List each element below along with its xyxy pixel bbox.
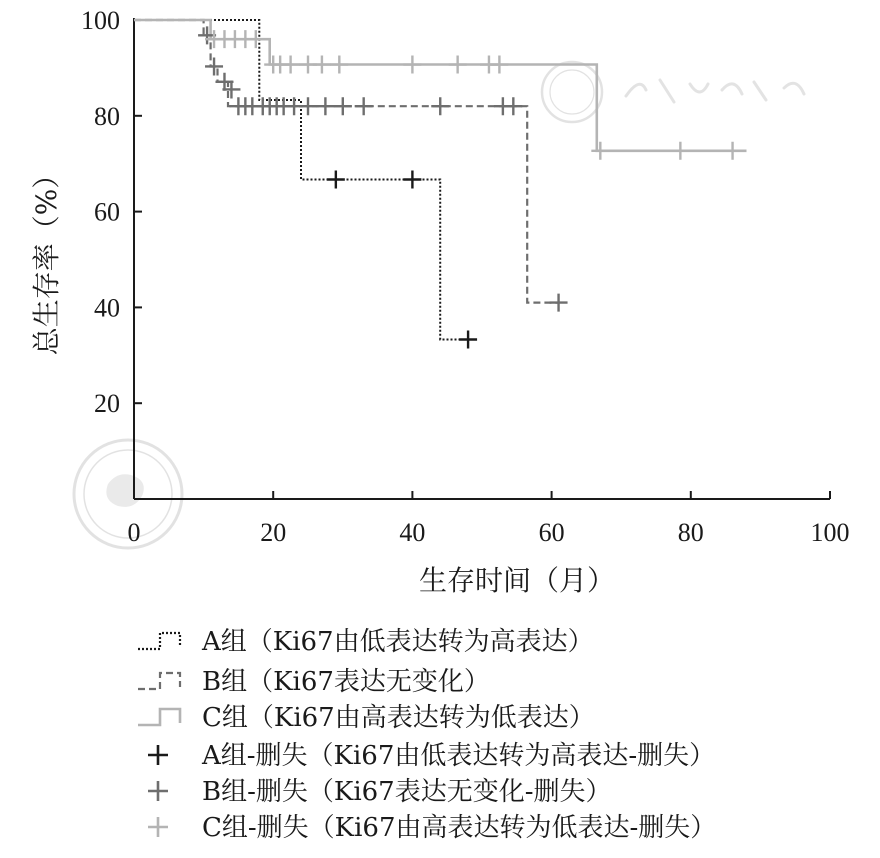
legend-swatch-line: [138, 709, 180, 725]
x-tick-label: 20: [260, 518, 287, 547]
censor-mark-series-0: [403, 171, 421, 189]
legend: [138, 627, 716, 843]
censor-mark-series-2: [313, 56, 331, 74]
censor-mark-series-0: [459, 330, 477, 348]
legend-label: A组（Ki67由低表达转为高表达）: [202, 627, 594, 657]
y-tick-label: 60: [94, 197, 120, 227]
censor-mark-series-1: [431, 97, 449, 115]
x-tick-label: 60: [538, 518, 565, 547]
censor-mark-series-1: [299, 97, 317, 115]
y-tick-label: 40: [94, 293, 120, 323]
censor-mark-series-1: [550, 294, 568, 312]
censor-mark-series-1: [205, 57, 223, 75]
legend-label: C组（Ki67由高表达转为低表达）: [202, 703, 595, 733]
censor-mark-series-1: [334, 97, 352, 115]
censor-markers: [198, 26, 741, 348]
y-tick-label: 80: [94, 101, 120, 131]
legend-swatch-cross: [148, 817, 168, 837]
censor-mark-series-2: [671, 142, 689, 160]
seal-watermark-top: [542, 62, 804, 122]
legend-swatch-line: [138, 633, 180, 649]
y-tick-label: 20: [94, 389, 120, 419]
censor-mark-series-1: [316, 97, 334, 115]
curve-series-1: [134, 20, 559, 303]
censor-mark-series-2: [282, 56, 300, 74]
x-tick-label: 100: [810, 518, 850, 547]
legend-label: B组-删失（Ki67表达无变化-删失）: [202, 777, 612, 807]
legend-label: B组（Ki67表达无变化）: [202, 667, 490, 697]
censor-mark-series-2: [724, 142, 742, 160]
censor-mark-series-2: [591, 142, 609, 160]
legend-label: A组-删失（Ki67由低表达转为高表达-删失）: [202, 741, 716, 771]
y-tick-label: 100: [81, 6, 120, 35]
censor-mark-series-2: [330, 56, 348, 74]
legend-swatch-cross: [148, 781, 168, 801]
x-tick-label: 0: [127, 518, 141, 547]
legend-label: C组-删失（Ki67由高表达转为低表达-删失）: [202, 813, 717, 843]
censor-mark-series-2: [403, 56, 421, 74]
x-axis-title: 生存时间（月）: [418, 564, 616, 597]
legend-swatch-cross: [148, 745, 168, 765]
legend-swatch-line: [138, 673, 180, 689]
survival-curves: [134, 20, 747, 340]
censor-mark-series-2: [490, 56, 508, 74]
x-tick-label: 40: [399, 518, 426, 547]
censor-mark-series-1: [355, 97, 373, 115]
tick-labels: [81, 6, 850, 547]
censor-mark-series-2: [247, 30, 265, 48]
censor-mark-series-2: [449, 56, 467, 74]
censor-mark-series-0: [327, 171, 345, 189]
x-tick-label: 80: [677, 518, 704, 547]
y-axis-title: 总生存率（%）: [30, 160, 63, 356]
ticks: [134, 20, 830, 499]
censor-mark-series-1: [504, 97, 522, 115]
